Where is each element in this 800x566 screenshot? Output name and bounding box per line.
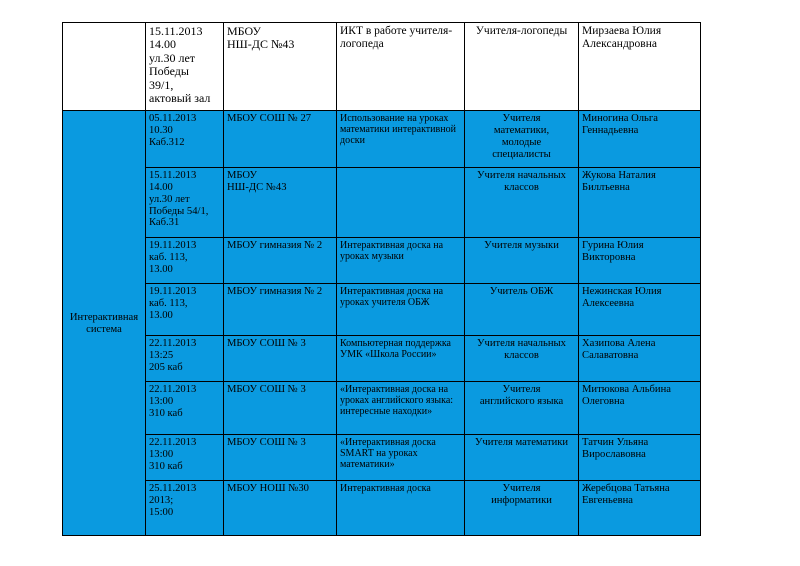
table-row — [63, 336, 701, 382]
table-row — [63, 481, 701, 536]
date-cell: 19.11.2013 каб. 113, 13.00 — [146, 284, 224, 336]
topic-cell — [337, 168, 465, 238]
person-cell: Нежинская Юлия Алексеевна — [579, 284, 701, 336]
audience-cell: Учителя математики — [465, 435, 579, 481]
topic-cell: Интерактивная доска на уроках учителя ОБЖ — [337, 284, 465, 336]
audience-cell: Учителя музыки — [465, 238, 579, 284]
date-cell: 22.11.2013 13:00 310 каб — [146, 435, 224, 481]
date-cell: 19.11.2013 каб. 113, 13.00 — [146, 238, 224, 284]
org-cell: МБОУ НОШ №30 — [224, 481, 337, 536]
topic-cell: «Интерактивная доска SMART на уроках математики» — [337, 435, 465, 481]
org-cell: МБОУ НШ-ДС №43 — [224, 168, 337, 238]
topic-cell: Интерактивная доска на уроках музыки — [337, 238, 465, 284]
person-cell: Мирзаева Юлия Александровна — [579, 23, 701, 111]
date-cell: 15.11.2013 14.00 ул.30 лет Победы 54/1, Каб.31 — [146, 168, 224, 238]
person-cell: Жеребцова Татьяна Евгеньевна — [579, 481, 701, 536]
topic-cell: «Интерактивная доска на уроках английского языка: интересные находки» — [337, 382, 465, 435]
system-cell — [63, 23, 146, 111]
audience-cell: Учителя начальных классов — [465, 168, 579, 238]
person-cell: Татчин Ульяна Вирославовна — [579, 435, 701, 481]
audience-cell: Учителя математики, молодые специалисты — [465, 111, 579, 168]
table-row — [63, 435, 701, 481]
audience-cell: Учителя начальных классов — [465, 336, 579, 382]
table-row — [63, 23, 701, 111]
person-cell: Гурина Юлия Викторовна — [579, 238, 701, 284]
topic-cell: Использование на уроках математики интерактивной доски — [337, 111, 465, 168]
org-cell: МБОУ СОШ № 3 — [224, 435, 337, 481]
topic-cell: Компьютерная поддержка УМК «Школа России» — [337, 336, 465, 382]
org-cell: МБОУ СОШ № 27 — [224, 111, 337, 168]
person-cell: Хазипова Алена Салаватовна — [579, 336, 701, 382]
org-cell: МБОУ гимназия № 2 — [224, 238, 337, 284]
person-cell: Митюкова Альбина Олеговна — [579, 382, 701, 435]
table-row — [63, 111, 701, 168]
date-cell: 22.11.2013 13:00 310 каб — [146, 382, 224, 435]
audience-cell: Учителя информатики — [465, 481, 579, 536]
topic-cell: Интерактивная доска — [337, 481, 465, 536]
date-cell: 05.11.2013 10.30 Каб.312 — [146, 111, 224, 168]
date-cell: 25.11.2013 2013; 15:00 — [146, 481, 224, 536]
person-cell: Миногина Ольга Геннадьевна — [579, 111, 701, 168]
date-cell: 22.11.2013 13:25 205 каб — [146, 336, 224, 382]
events-table — [62, 22, 701, 536]
topic-cell: ИКТ в работе учителя-логопеда — [337, 23, 465, 111]
org-cell: МБОУ гимназия № 2 — [224, 284, 337, 336]
table-row — [63, 284, 701, 336]
date-cell: 15.11.2013 14.00 ул.30 лет Победы 39/1, актовый зал — [146, 23, 224, 111]
table-row — [63, 168, 701, 238]
system-cell: Интерактивная система — [63, 111, 146, 536]
audience-cell: Учителя-логопеды — [465, 23, 579, 111]
person-cell: Жукова Наталия Биллъевна — [579, 168, 701, 238]
table-row — [63, 382, 701, 435]
audience-cell: Учитель ОБЖ — [465, 284, 579, 336]
audience-cell: Учителя английского языка — [465, 382, 579, 435]
org-cell: МБОУ СОШ № 3 — [224, 382, 337, 435]
org-cell: МБОУ НШ-ДС №43 — [224, 23, 337, 111]
org-cell: МБОУ СОШ № 3 — [224, 336, 337, 382]
table-row — [63, 238, 701, 284]
